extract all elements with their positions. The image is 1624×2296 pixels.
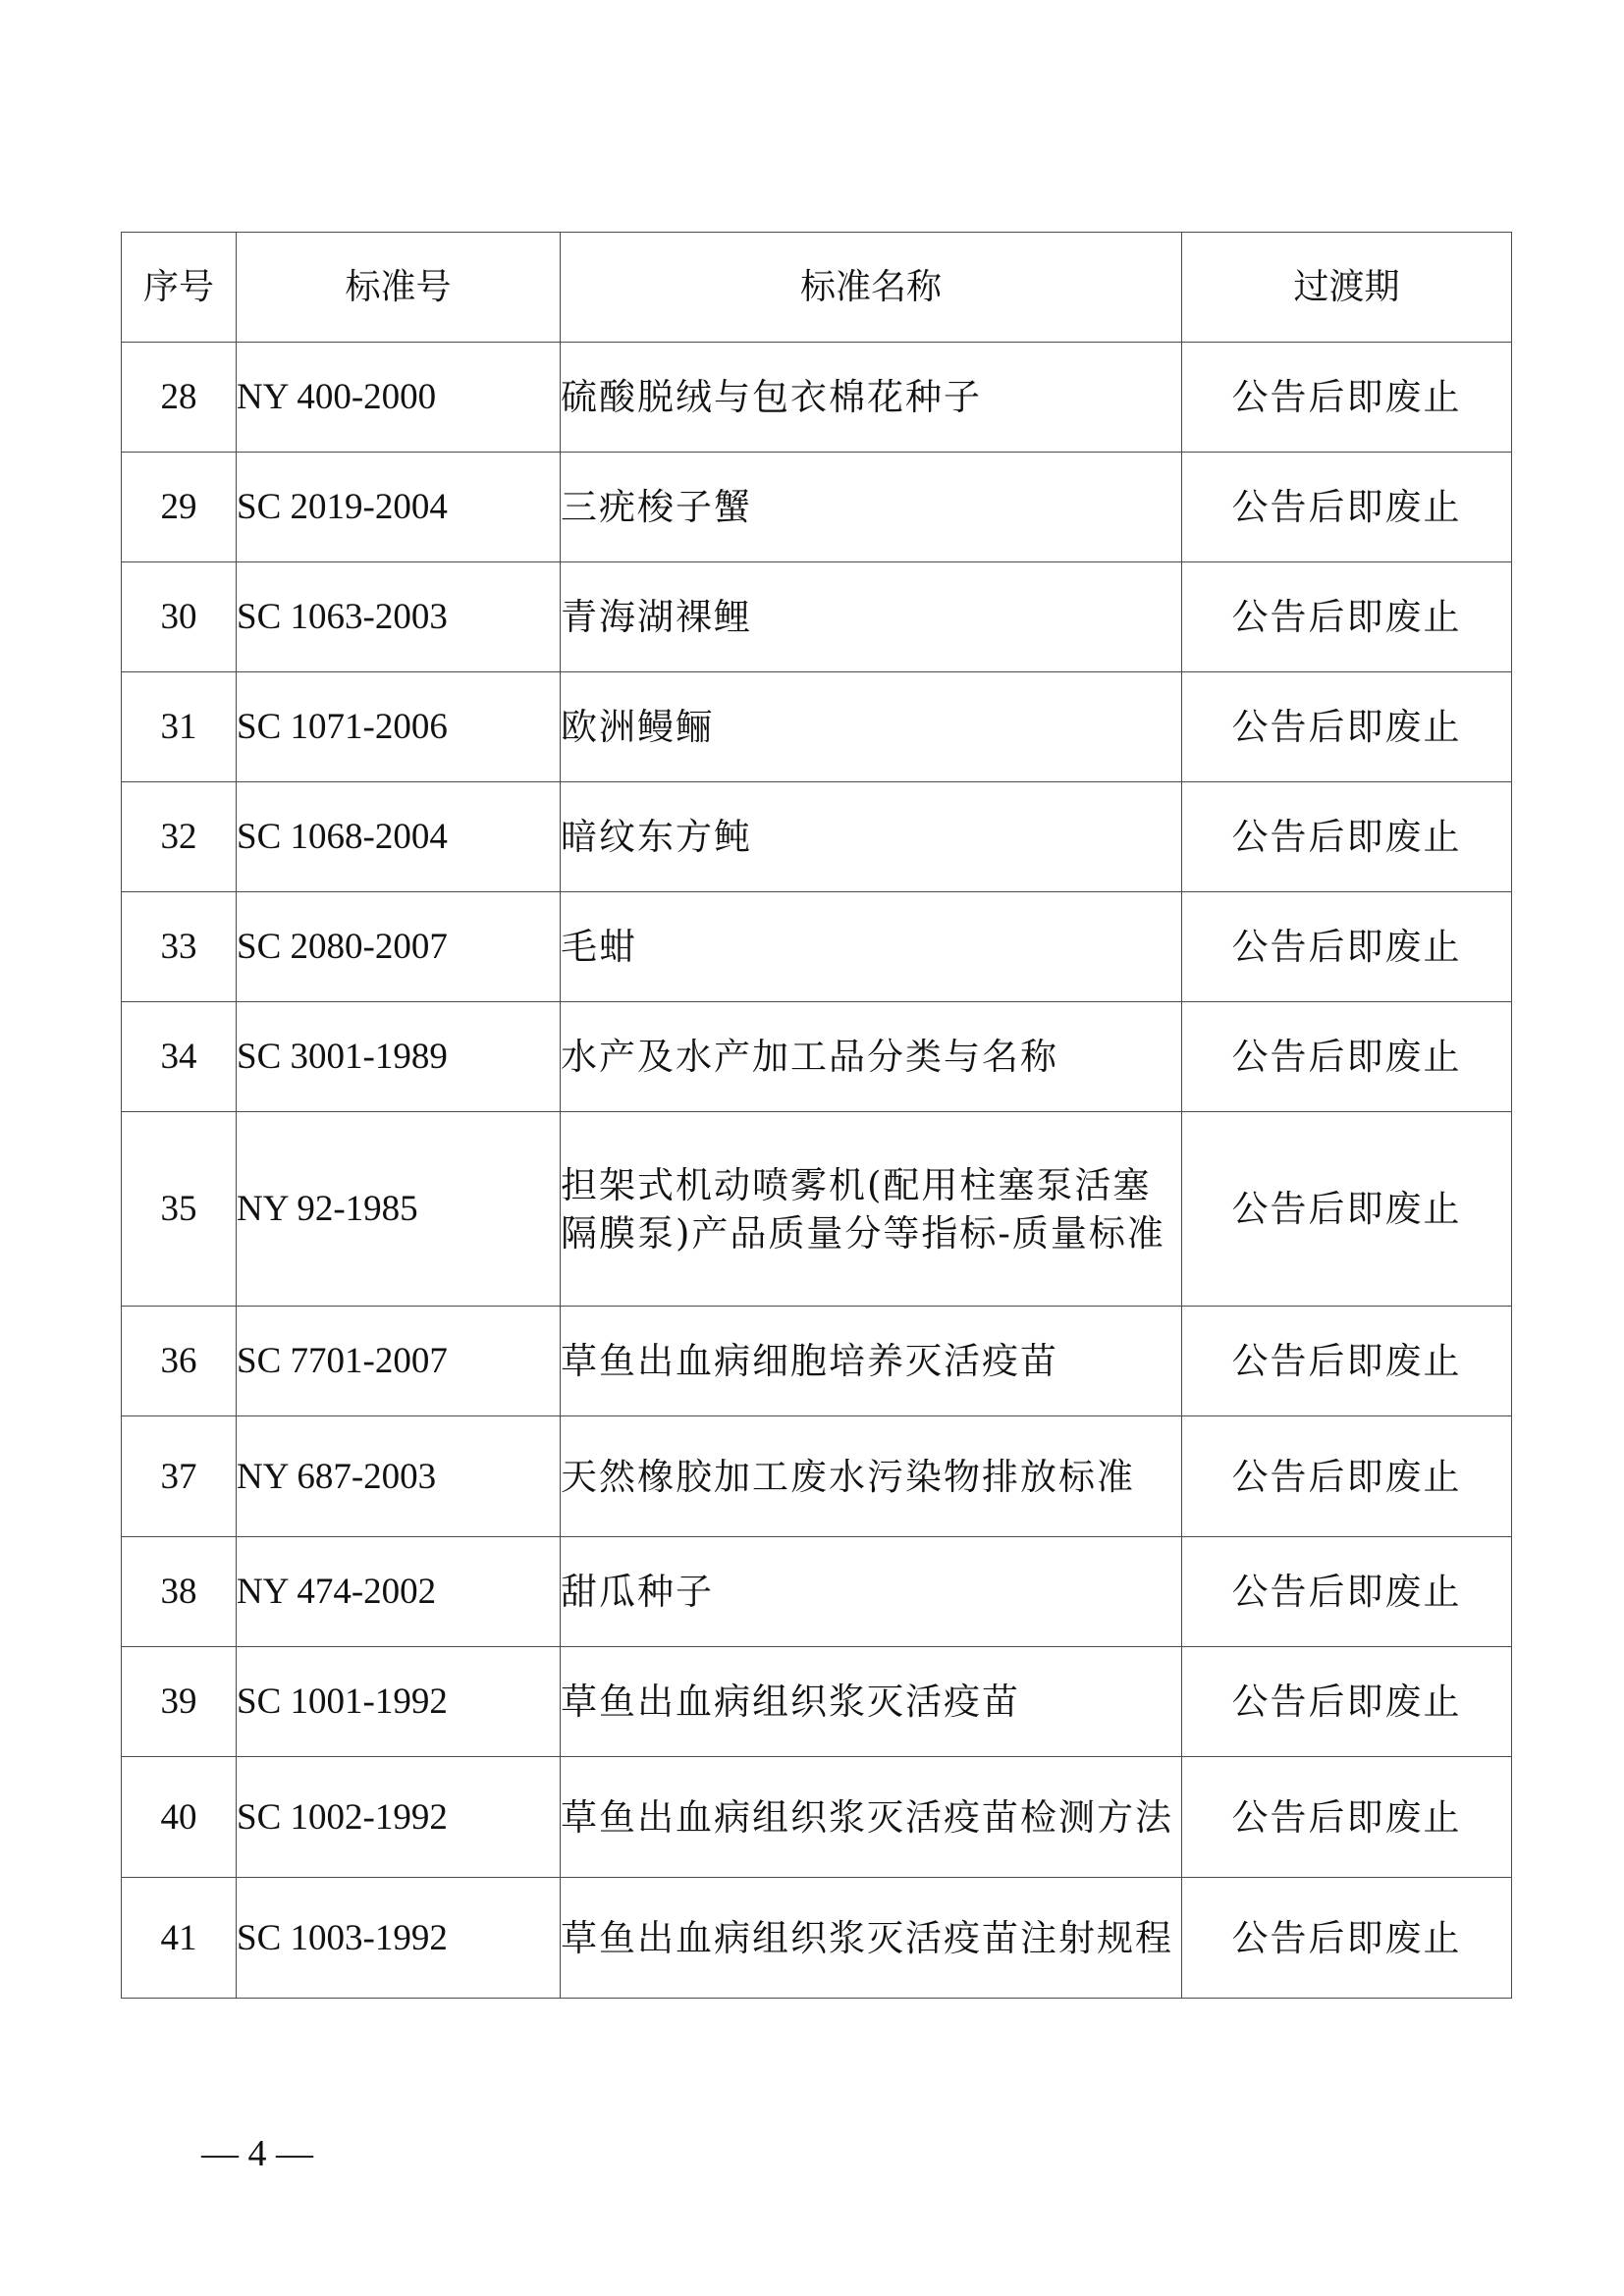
row-standard-number: SC 1001-1992 xyxy=(237,1647,561,1757)
row-standard-name: 暗纹东方鲀 xyxy=(561,782,1182,892)
row-standard-number: SC 1003-1992 xyxy=(237,1878,561,1999)
table-row xyxy=(122,892,1512,1002)
table-row xyxy=(122,1647,1512,1757)
row-standard-name: 草鱼出血病组织浆灭活疫苗检测方法 xyxy=(561,1757,1182,1878)
row-standard-name: 甜瓜种子 xyxy=(561,1537,1182,1647)
table-row xyxy=(122,562,1512,672)
row-standard-name: 硫酸脱绒与包衣棉花种子 xyxy=(561,343,1182,453)
row-transition-period: 公告后即废止 xyxy=(1182,1307,1512,1416)
header-seq: 序号 xyxy=(122,233,237,343)
row-transition-period: 公告后即废止 xyxy=(1182,562,1512,672)
row-transition-period: 公告后即废止 xyxy=(1182,1416,1512,1537)
row-standard-number: NY 400-2000 xyxy=(237,343,561,453)
row-transition-period: 公告后即废止 xyxy=(1182,892,1512,1002)
row-standard-number: SC 2080-2007 xyxy=(237,892,561,1002)
row-standard-number: NY 92-1985 xyxy=(237,1112,561,1307)
row-standard-number: SC 1071-2006 xyxy=(237,672,561,782)
row-standard-name: 青海湖裸鲤 xyxy=(561,562,1182,672)
table-row xyxy=(122,782,1512,892)
standards-table xyxy=(121,232,1512,1999)
page-number: — 4 — xyxy=(201,2133,313,2174)
row-standard-name: 天然橡胶加工废水污染物排放标准 xyxy=(561,1416,1182,1537)
table-row xyxy=(122,672,1512,782)
row-seq: 36 xyxy=(122,1307,237,1416)
row-standard-number: SC 1068-2004 xyxy=(237,782,561,892)
row-standard-name: 草鱼出血病组织浆灭活疫苗注射规程 xyxy=(561,1878,1182,1999)
table-row xyxy=(122,1307,1512,1416)
row-seq: 30 xyxy=(122,562,237,672)
table-row xyxy=(122,1757,1512,1878)
table-row xyxy=(122,343,1512,453)
row-transition-period: 公告后即废止 xyxy=(1182,1647,1512,1757)
row-standard-name: 草鱼出血病组织浆灭活疫苗 xyxy=(561,1647,1182,1757)
row-seq: 39 xyxy=(122,1647,237,1757)
row-seq: 29 xyxy=(122,453,237,562)
row-seq: 37 xyxy=(122,1416,237,1537)
row-standard-number: NY 474-2002 xyxy=(237,1537,561,1647)
header-standard-number: 标准号 xyxy=(237,233,561,343)
table-header-row xyxy=(122,233,1512,343)
row-transition-period: 公告后即废止 xyxy=(1182,1537,1512,1647)
row-seq: 35 xyxy=(122,1112,237,1307)
header-transition-period: 过渡期 xyxy=(1182,233,1512,343)
row-transition-period: 公告后即废止 xyxy=(1182,1757,1512,1878)
row-seq: 38 xyxy=(122,1537,237,1647)
row-transition-period: 公告后即废止 xyxy=(1182,672,1512,782)
table-row xyxy=(122,1002,1512,1112)
row-standard-name: 草鱼出血病细胞培养灭活疫苗 xyxy=(561,1307,1182,1416)
row-seq: 32 xyxy=(122,782,237,892)
row-seq: 34 xyxy=(122,1002,237,1112)
row-transition-period: 公告后即废止 xyxy=(1182,782,1512,892)
row-standard-number: SC 3001-1989 xyxy=(237,1002,561,1112)
row-standard-number: SC 1002-1992 xyxy=(237,1757,561,1878)
row-standard-number: NY 687-2003 xyxy=(237,1416,561,1537)
row-standard-name: 欧洲鳗鲡 xyxy=(561,672,1182,782)
row-transition-period: 公告后即废止 xyxy=(1182,343,1512,453)
table-row xyxy=(122,1537,1512,1647)
row-transition-period: 公告后即废止 xyxy=(1182,1002,1512,1112)
table-row xyxy=(122,453,1512,562)
row-standard-number: SC 2019-2004 xyxy=(237,453,561,562)
row-standard-name: 担架式机动喷雾机(配用柱塞泵活塞隔膜泵)产品质量分等指标-质量标准 xyxy=(561,1112,1182,1307)
row-standard-name: 水产及水产加工品分类与名称 xyxy=(561,1002,1182,1112)
table-row xyxy=(122,1112,1512,1307)
row-transition-period: 公告后即废止 xyxy=(1182,453,1512,562)
table-row xyxy=(122,1878,1512,1999)
row-seq: 33 xyxy=(122,892,237,1002)
row-standard-name: 毛蚶 xyxy=(561,892,1182,1002)
row-standard-name: 三疣梭子蟹 xyxy=(561,453,1182,562)
row-transition-period: 公告后即废止 xyxy=(1182,1878,1512,1999)
row-seq: 40 xyxy=(122,1757,237,1878)
header-standard-name: 标准名称 xyxy=(561,233,1182,343)
table-row xyxy=(122,1416,1512,1537)
row-seq: 28 xyxy=(122,343,237,453)
row-transition-period: 公告后即废止 xyxy=(1182,1112,1512,1307)
row-standard-number: SC 1063-2003 xyxy=(237,562,561,672)
row-seq: 31 xyxy=(122,672,237,782)
row-seq: 41 xyxy=(122,1878,237,1999)
row-standard-number: SC 7701-2007 xyxy=(237,1307,561,1416)
